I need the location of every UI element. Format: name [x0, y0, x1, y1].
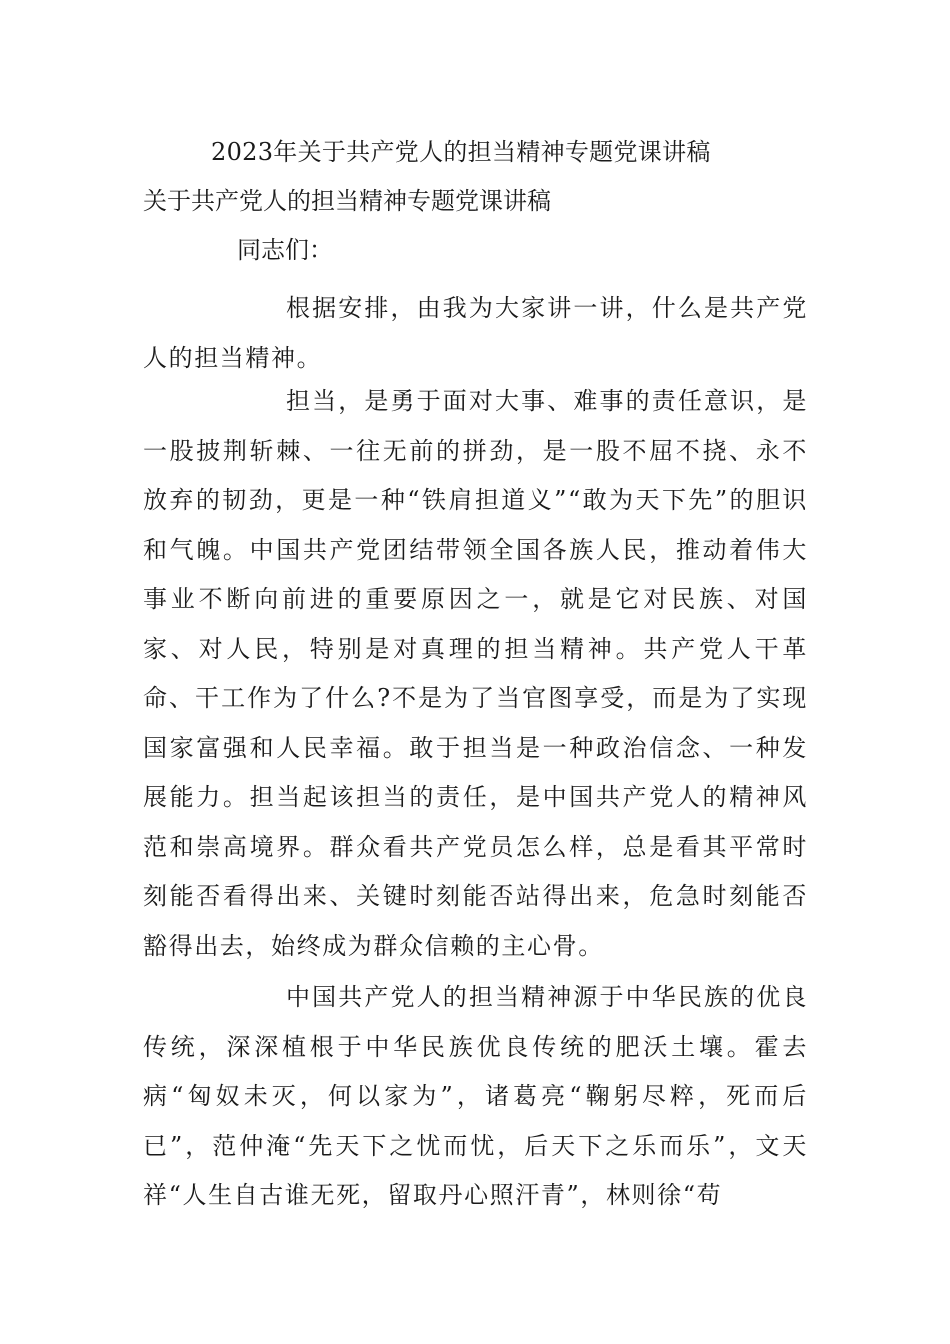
greeting: 同志们： [237, 236, 333, 264]
document-title: 2023年关于共产党人的担当精神专题党课讲稿 [211, 138, 711, 166]
paragraph-intro: 根据安排，由我为大家讲一讲，什么是共产党人的担当精神。 [143, 294, 808, 372]
document-subtitle: 关于共产党人的担当精神专题党课讲稿 [143, 187, 551, 215]
paragraph-tradition: 中国共产党人的担当精神源于中华民族的优良传统，深深植根于中华民族优良传统的肥沃土壤。霍去病“匈奴未灭，何以家为”，诸葛亮“鞠躬尽粹，死而后已”，范仲淹“先天下之忧而忧，后天下之乐而乐”，文天祥“人生自古谁无死，留取丹心照汗青”，林则徐“苟 [143, 983, 808, 1209]
paragraph-definition: 担当，是勇于面对大事、难事的责任意识，是一股披荆斩棘、一往无前的拼劲，是一股不屈不挠、永不放弃的韧劲，更是一种“铁肩担道义”“敢为天下先”的胆识和气魄。中国共产党团结带领全国各族人民，推动着伟大事业不断向前进的重要原因之一，就是它对民族、对国家、对人民，特别是对真理的担当精神。共产党人干革命、干工作为了什么?不是为了当官图享受，而是为了实现国家富强和人民幸福。敢于担当是一种政治信念、一种发展能力。担当起该担当的责任，是中国共产党人的精神风范和崇高境界。群众看共产党员怎么样，总是看其平常时刻能否看得出来、关键时刻能否站得出来，危急时刻能否豁得出去，始终成为群众信赖的主心骨。 [143, 387, 808, 960]
